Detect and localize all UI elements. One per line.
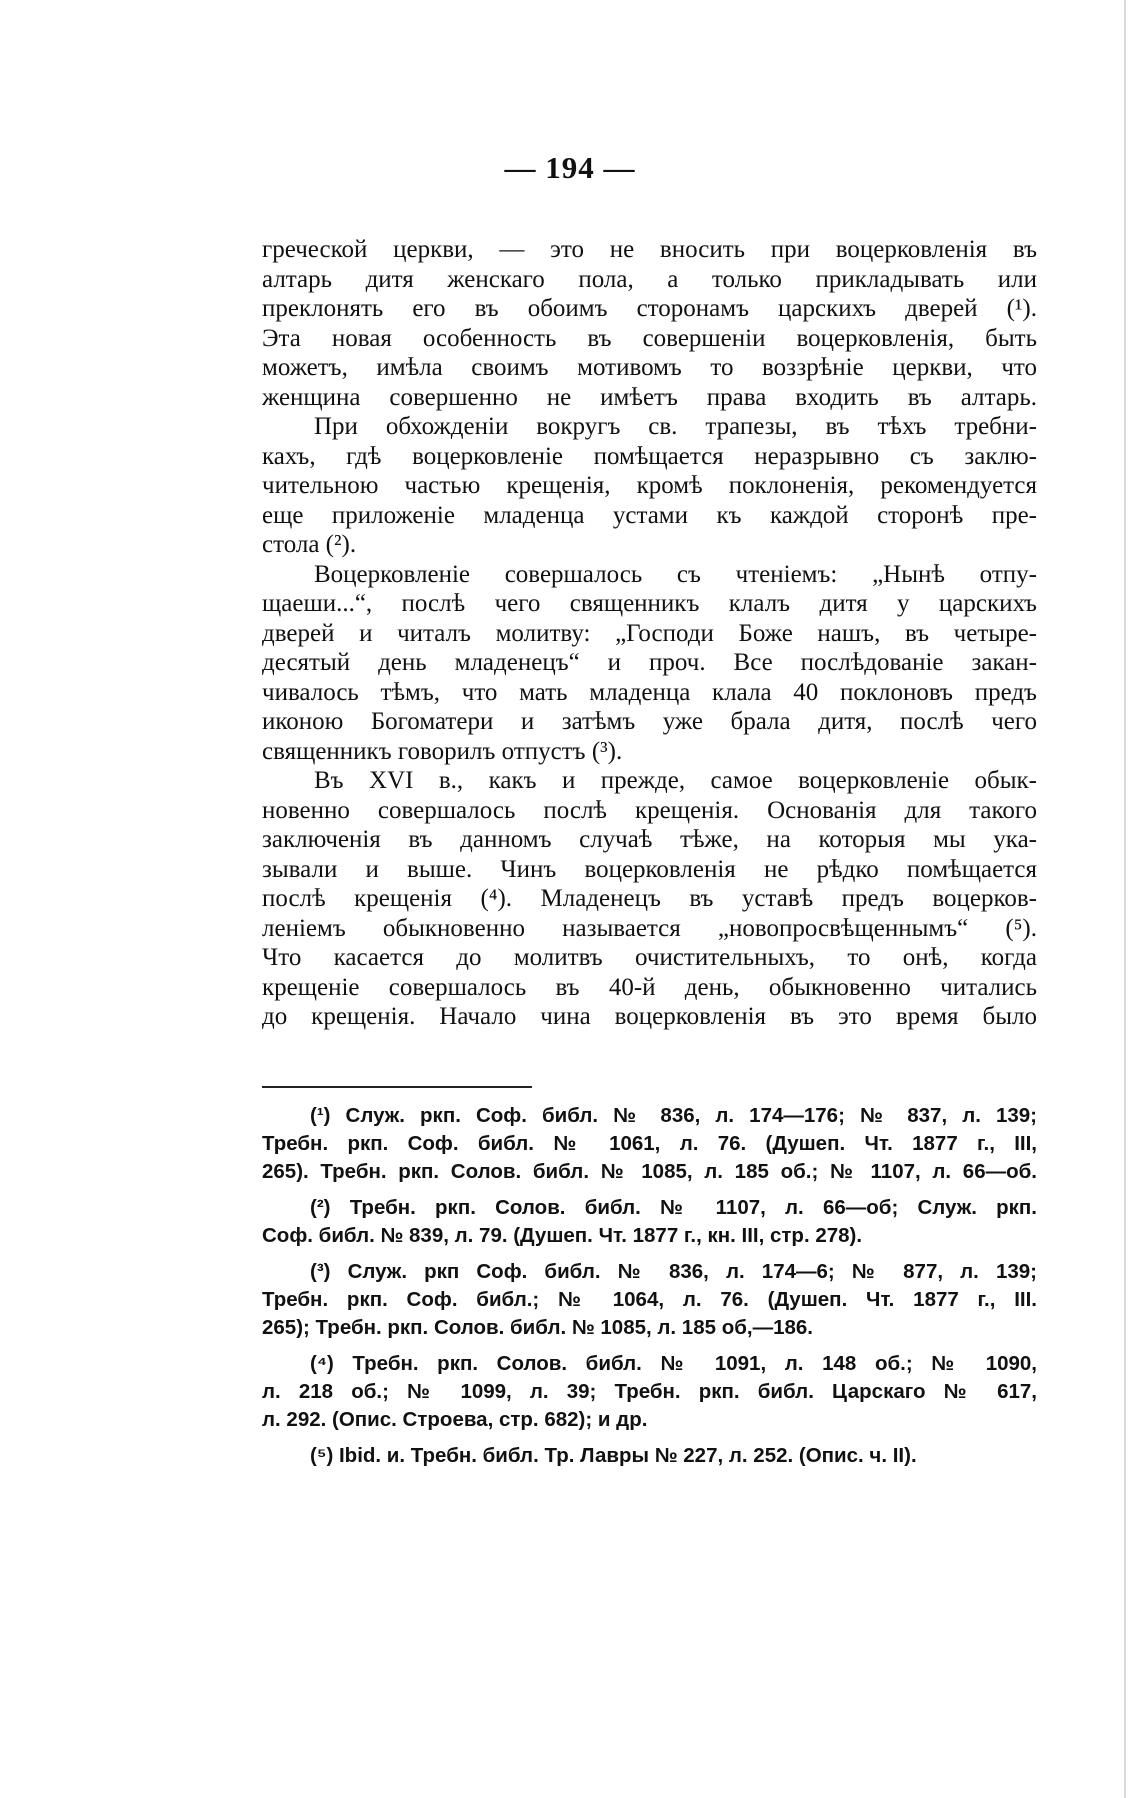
footnote-line: 265); Требн. ркп. Солов. библ. № 1085, л. 185 об,—186. <box>262 1316 813 1339</box>
text-line: новенно совершалось послѣ крещенія. Основанія для такого <box>262 796 1037 824</box>
footnote-2 <box>262 1194 1037 1250</box>
footnote-line: (¹) Служ. ркп. Соф. библ. № 836, л. 174—176; № 837, л. 139; <box>310 1104 1037 1127</box>
text-line: леніемъ обыкновенно называется „новопросвѣщеннымъ“ (⁵). <box>262 914 1037 942</box>
footnote-line: л. 292. (Опис. Строева, стр. 682); и др. <box>262 1408 648 1431</box>
text-line: десятый день младенецъ“ и проч. Все послѣдованіе закан- <box>262 649 1037 676</box>
text-line: чительною частью крещенія, кромѣ поклоненія, рекомендуется <box>262 472 1037 499</box>
text-line: Что касается до молитвъ очистительныхъ, то онѣ, когда <box>262 944 1037 971</box>
text-line: чивалось тѣмъ, что мать младенца клала 40 поклоновъ предъ <box>262 678 1037 706</box>
text-line: кахъ, гдѣ воцерковленіе помѣщается неразрывно съ заклю- <box>262 442 1037 470</box>
footnote-line: (²) Требн. ркп. Солов. библ. № 1107, л. 66—об; Служ. ркп. <box>310 1196 1037 1219</box>
text-line: зывали и выше. Чинъ воцерковленія не рѣдко помѣщается <box>262 855 1037 883</box>
page-edge-line <box>1124 0 1126 1798</box>
text-line: священникъ говорилъ отпустъ (³). <box>262 737 623 765</box>
text-line: крещеніе совершалось въ 40-й день, обыкновенно читались <box>262 973 1037 1001</box>
footnote-line: Соф. библ. № 839, л. 79. (Душеп. Чт. 1877 г., кн. III, стр. 278). <box>262 1224 863 1247</box>
footnote-5 <box>262 1442 1037 1470</box>
text-line: дверей и читалъ молитву: „Господи Боже нашъ, въ четыре- <box>262 619 1037 647</box>
footnotes <box>262 1102 1037 1478</box>
footnote-line: л. 218 об.; № 1099, л. 39; Требн. ркп. библ. Царскаго № 617, <box>262 1380 1037 1403</box>
text-line: Эта новая особенность въ совершеніи воцерковленія, быть <box>262 324 1037 352</box>
text-line: до крещенія. Начало чина воцерковленія въ это время было <box>262 1003 1037 1030</box>
footnote-line: (³) Служ. ркп Соф. библ. № 836, л. 174—6; № 877, л. 139; <box>310 1260 1037 1283</box>
text-line: При обхожденіи вокругъ св. трапезы, въ тѣхъ требни- <box>314 413 1037 440</box>
text-line: можетъ, имѣла своимъ мотивомъ то воззрѣніе церкви, что <box>262 354 1037 381</box>
footnote-divider <box>262 1086 532 1088</box>
main-text <box>262 235 1037 1032</box>
footnote-line: 265). Требн. ркп. Солов. библ. № 1085, л. 185 об.; № 1107, л. 66—об. <box>262 1160 1037 1183</box>
text-line: женщина совершенно не имѣетъ права входить въ алтарь. <box>262 383 1037 411</box>
text-line: послѣ крещенія (⁴). Младенецъ въ уставѣ предъ воцерков- <box>262 885 1037 912</box>
text-line: алтарь дитя женскаго пола, а только прикладывать или <box>262 265 1037 293</box>
text-line: заключенія въ данномъ случаѣ тѣже, на которыя мы ука- <box>262 826 1037 853</box>
footnote-line: Требн. ркп. Соф. библ.; № 1064, л. 76. (Душеп. Чт. 1877 г., III. <box>262 1288 1037 1311</box>
footnote-4 <box>262 1350 1037 1434</box>
text-line: преклонять его въ обоимъ сторонамъ царскихъ дверей (¹). <box>262 295 1037 322</box>
footnote-line: (⁵) Ibid. и. Требн. библ. Тр. Лавры № 227, л. 252. (Опис. ч. II). <box>310 1444 917 1467</box>
text-line: стола (²). <box>262 531 357 558</box>
text-line: еще приложеніе младенца устами къ каждой сторонѣ пре- <box>262 501 1037 529</box>
text-line: иконою Богоматери и затѣмъ уже брала дитя, послѣ чего <box>262 708 1037 735</box>
text-line: Въ XVI в., какъ и прежде, самое воцерковленіе обык- <box>314 767 1037 794</box>
footnote-line: Требн. ркп. Соф. библ. № 1061, л. 76. (Душеп. Чт. 1877 г., III, <box>262 1132 1037 1155</box>
footnote-1 <box>262 1102 1037 1186</box>
text-line: щаеши...“, послѣ чего священникъ клалъ дитя у царскихъ <box>262 590 1037 617</box>
footnote-3 <box>262 1258 1037 1342</box>
footnote-line: (⁴) Требн. ркп. Солов. библ. № 1091, л. 148 об.; № 1090, <box>310 1352 1037 1375</box>
text-line: греческой церкви, — это не вносить при воцерковленія въ <box>262 236 1037 263</box>
text-line: Воцерковленіе совершалось съ чтеніемъ: „Нынѣ отпу- <box>314 560 1037 588</box>
page-number: — 194 — <box>504 150 636 185</box>
